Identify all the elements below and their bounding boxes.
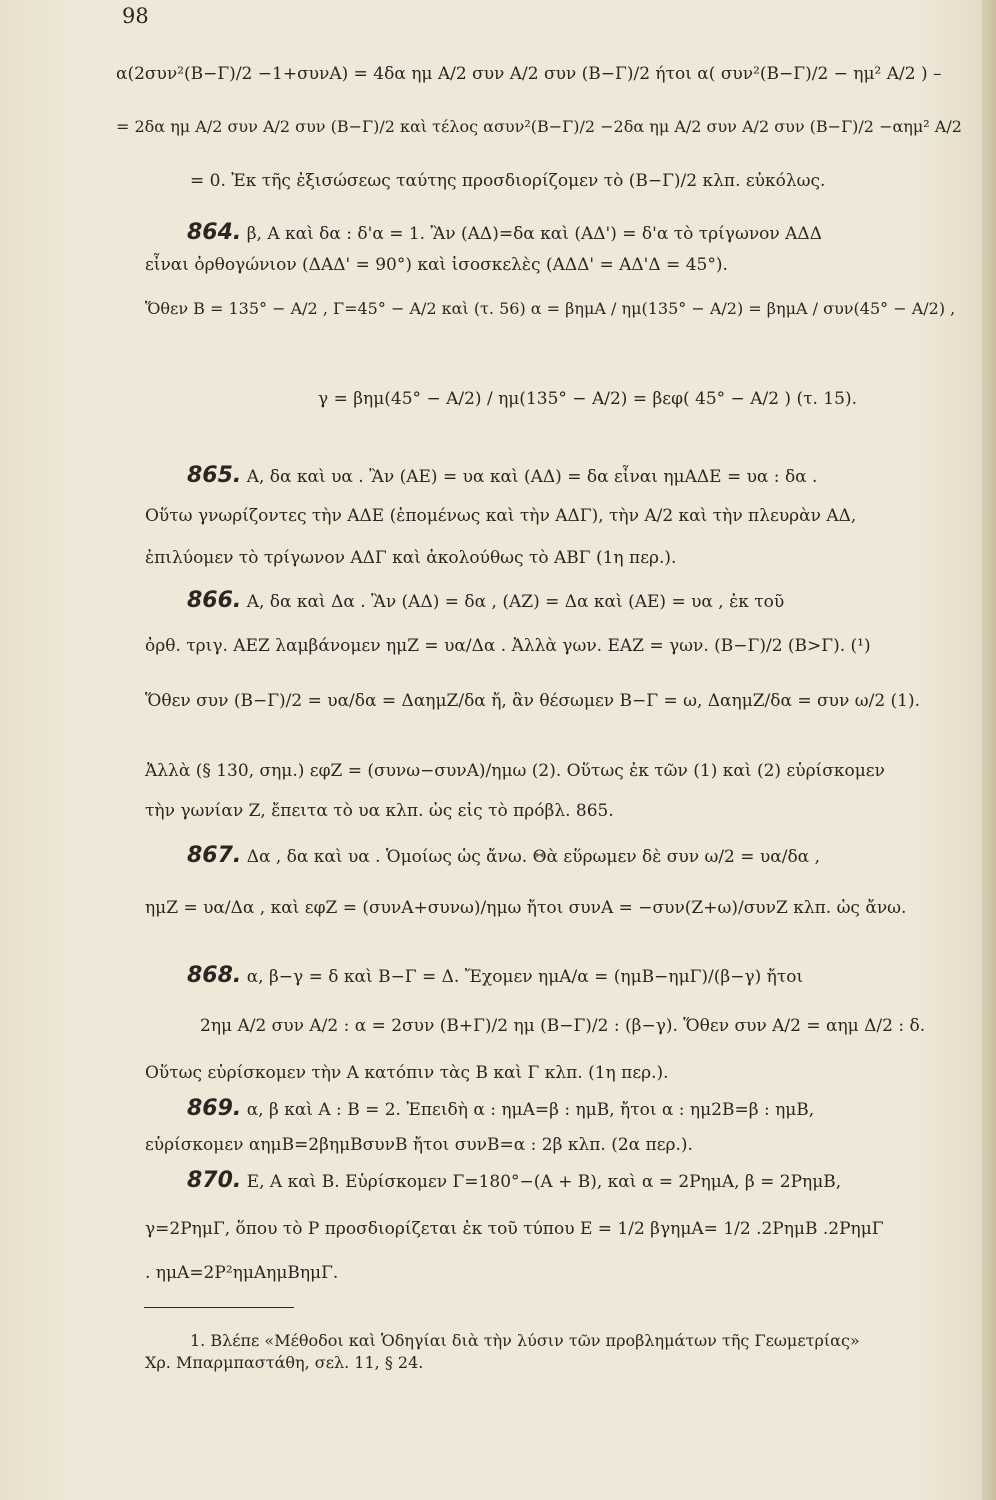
- problem-number: 865.: [187, 463, 242, 488]
- problem-heading: α, β−γ = δ καὶ Β−Γ = Δ.: [246, 967, 460, 987]
- problem-864: [187, 222, 822, 245]
- text-line: εἶναι ὀρθογώνιον (ΔΑΔ' = 90°) καὶ ἰσοσκελὲς (ΑΔΔ' = ΑΔ'Δ = 45°).: [145, 255, 728, 275]
- problem-heading: Α, δα καὶ Δα .: [246, 592, 366, 612]
- problem-heading: α, β καὶ Α : Β = 2.: [246, 1100, 401, 1120]
- problem-number: 866.: [187, 588, 242, 613]
- text-line: εὑρίσκομεν αημΒ=2βημΒσυνΒ ἤτοι συνΒ=α : 2β κλπ. (2α περ.).: [145, 1135, 693, 1155]
- problem-867: [187, 845, 820, 868]
- problem-number: 870.: [187, 1168, 242, 1193]
- problem-number: 864.: [187, 220, 242, 245]
- problem-text: Ἂν (ΑΔ) = δα , (ΑΖ) = Δα καὶ (ΑΕ) = υα , ἐκ τοῦ: [371, 592, 785, 612]
- problem-heading: β, Α καὶ δα : δ'α = 1.: [246, 224, 426, 244]
- text-line: ἐπιλύομεν τὸ τρίγωνον ΑΔΓ καὶ ἀκολούθως τὸ ΑΒΓ (1η περ.).: [145, 548, 677, 568]
- footnote-line: 1. Βλέπε «Μέθοδοι καὶ Ὁδηγίαι διὰ τὴν λύσιν τῶν προβλημάτων τῆς Γεωμετρίας»: [190, 1331, 860, 1350]
- problem-866: [187, 590, 784, 613]
- formula-line: γ = βημ(45° − Α/2) / ημ(135° − Α/2) = βεφ( 45° − Α/2 ) (τ. 15).: [318, 389, 857, 409]
- problem-heading: Ε, Α καὶ Β.: [246, 1172, 340, 1192]
- text-line: Οὕτως εὑρίσκομεν τὴν Α κατόπιν τὰς Β καὶ Γ κλπ. (1η περ.).: [145, 1063, 669, 1083]
- problem-text: Ἂν (ΑΔ)=δα καὶ (ΑΔ') = δ'α τὸ τρίγωνον ΑΔΔ: [430, 224, 822, 244]
- problem-heading: Α, δα καὶ υα .: [246, 467, 364, 487]
- problem-number: 868.: [187, 963, 242, 988]
- text-line: α(2συν²(Β−Γ)/2 −1+συνΑ) = 4δα ημ Α/2 συν Α/2 συν (Β−Γ)/2 ήτοι α( συν²(Β−Γ)/2 − ημ² Α/2 ) –: [116, 64, 942, 84]
- problem-text: Εὑρίσκομεν Γ=180°−(Α + Β), καὶ α = 2ΡημΑ, β = 2ΡημΒ,: [345, 1172, 842, 1192]
- formula-line: Ἀλλὰ (§ 130, σημ.) εφΖ = (συνω−συνΑ)/ημω (2). Οὕτως ἐκ τῶν (1) καὶ (2) εὑρίσκομεν: [145, 761, 885, 781]
- problem-text: Ἐπειδὴ α : ημΑ=β : ημΒ, ἤτοι α : ημ2Β=β : ημΒ,: [406, 1100, 815, 1120]
- text-line: = 0. Ἐκ τῆς ἐξισώσεως ταύτης προσδιορίζομεν τὸ (Β−Γ)/2 κλπ. εὐκόλως.: [190, 171, 826, 191]
- problem-868: [187, 965, 803, 988]
- page-number: 98: [122, 4, 149, 28]
- problem-865: [187, 465, 817, 488]
- page-edge: [982, 0, 996, 1500]
- formula-line: γ=2ΡημΓ, ὅπου τὸ Ρ προσδιορίζεται ἐκ τοῦ τύπου Ε = 1/2 βγημΑ= 1/2 .2ΡημΒ .2ΡημΓ: [145, 1219, 884, 1239]
- problem-text: Ὁμοίως ὡς ἄνω. Θὰ εὕρωμεν δὲ συν ω/2 = υα/δα ,: [385, 847, 820, 867]
- formula-line: Ὅθεν συν (Β−Γ)/2 = υα/δα = ΔαημΖ/δα ἤ, ἂν θέσωμεν Β−Γ = ω, ΔαημΖ/δα = συν ω/2 (1).: [145, 691, 921, 711]
- text-line: Οὕτω γνωρίζοντες τὴν ΑΔΕ (ἑπομένως καὶ τὴν ΑΔΓ), τὴν Α/2 καὶ τὴν πλευρὰν ΑΔ,: [145, 506, 857, 526]
- text-line: ὀρθ. τριγ. ΑΕΖ λαμβάνομεν ημΖ = υα/Δα . Ἀλλὰ γων. ΕΑΖ = γων. (Β−Γ)/2 (Β>Γ). (¹): [145, 636, 871, 656]
- problem-870: [187, 1170, 841, 1193]
- footnote-line: Χρ. Μπαρμπαστάθη, σελ. 11, § 24.: [145, 1353, 424, 1372]
- formula-line: Ὅθεν Β = 135° − Α/2 , Γ=45° − Α/2 καὶ (τ. 56) α = βημΑ / ημ(135° − Α/2) = βημΑ / συν(45° − Α/2) ,: [145, 299, 956, 318]
- problem-text: Ἔχομεν ημΑ/α = (ημΒ−ημΓ)/(β−γ) ἤτοι: [464, 967, 804, 987]
- problem-text: Ἂν (ΑΕ) = υα καὶ (ΑΔ) = δα εἶναι ημΑΔΕ = υα : δα .: [369, 467, 818, 487]
- text-line: = 2δα ημ Α/2 συν Α/2 συν (Β−Γ)/2 καὶ τέλος ασυν²(Β−Γ)/2 −2δα ημ Α/2 συν Α/2 συν (Β−Γ)/2 −αημ² Α/2: [116, 117, 962, 136]
- formula-line: ημΖ = υα/Δα , καὶ εφΖ = (συνΑ+συνω)/ημω ἤτοι συνΑ = −συν(Ζ+ω)/συνΖ κλπ. ὡς ἄνω.: [145, 898, 907, 918]
- problem-number: 869.: [187, 1096, 242, 1121]
- problem-number: 867.: [187, 843, 242, 868]
- footnote-divider: [144, 1307, 294, 1308]
- formula-line: 2ημ Α/2 συν Α/2 : α = 2συν (Β+Γ)/2 ημ (Β−Γ)/2 : (β−γ). Ὅθεν συν Α/2 = αημ Δ/2 : δ.: [200, 1016, 926, 1036]
- text-line: τὴν γωνίαν Ζ, ἔπειτα τὸ υα κλπ. ὡς εἰς τὸ πρόβλ. 865.: [145, 801, 614, 821]
- problem-869: [187, 1098, 814, 1121]
- problem-heading: Δα , δα καὶ υα .: [246, 847, 381, 867]
- text-line: . ημΑ=2Ρ²ημΑημΒημΓ.: [145, 1263, 339, 1283]
